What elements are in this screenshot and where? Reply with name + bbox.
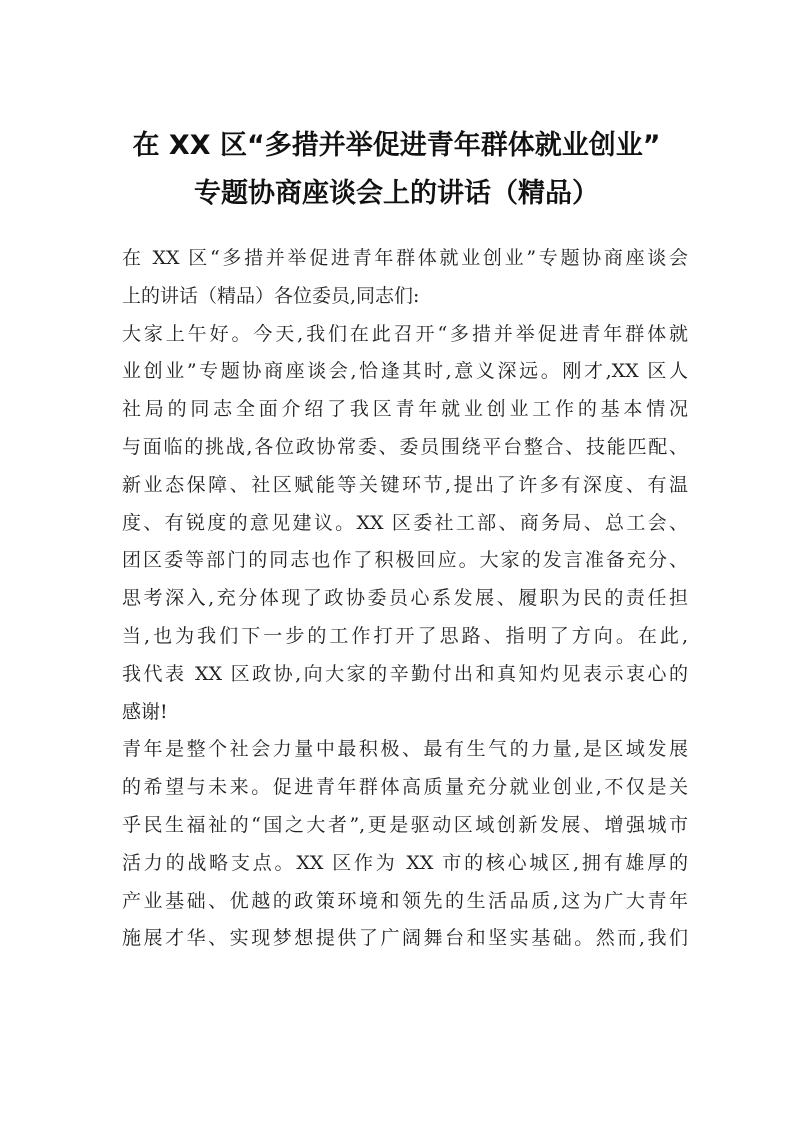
body-line: 度、有锐度的意见建议。XX 区委社工部、商务局、总工会、 [122,511,688,534]
body-line: 乎民生福祉的“国之大者”,更是驱动区域创新发展、增强城市 [122,813,688,836]
body-line: 我代表 XX 区政协,向大家的辛勤付出和真知灼见表示衷心的 [122,662,688,685]
body-line: 业创业”专题协商座谈会,恰逢其时,意义深远。刚才,XX 区人 [122,360,688,383]
document-title-line-2: 专题协商座谈会上的讲话（精品） [194,178,599,209]
body-line: 思考深入,充分体现了政协委员心系发展、履职为民的责任担 [122,587,688,610]
body-line: 感谢! [122,700,168,723]
body-line: 的希望与未来。促进青年群体高质量充分就业创业,不仅是关 [122,776,688,799]
body-line: 在 XX 区“多措并举促进青年群体就业创业”专题协商座谈会 [122,247,688,269]
body-line: 产业基础、优越的政策环境和领先的生活品质,这为广大青年 [122,889,688,912]
body-line: 当,也为我们下一步的工作打开了思路、指明了方向。在此, [122,624,688,647]
document-title-line-1: 在 XX 区“多措并举促进青年群体就业创业” [132,130,661,161]
body-line: 活力的战略支点。XX 区作为 XX 市的核心城区,拥有雄厚的 [122,851,688,874]
body-line: 社局的同志全面介绍了我区青年就业创业工作的基本情况 [122,398,688,421]
document-body [122,240,688,958]
body-line: 施展才华、实现梦想提供了广阔舞台和坚实基础。然而,我们 [122,927,688,950]
body-line: 大家上午好。今天,我们在此召开“多措并举促进青年群体就 [122,322,688,345]
body-line: 团区委等部门的同志也作了积极回应。大家的发言准备充分、 [122,549,688,572]
body-line: 上的讲话（精品）各位委员,同志们: [122,284,420,307]
body-line: 与面临的挑战,各位政协常委、委员围绕平台整合、技能匹配、 [122,435,688,458]
body-line: 青年是整个社会力量中最积极、最有生气的力量,是区域发展 [122,738,688,761]
body-line: 新业态保障、社区赋能等关键环节,提出了许多有深度、有温 [122,473,688,496]
